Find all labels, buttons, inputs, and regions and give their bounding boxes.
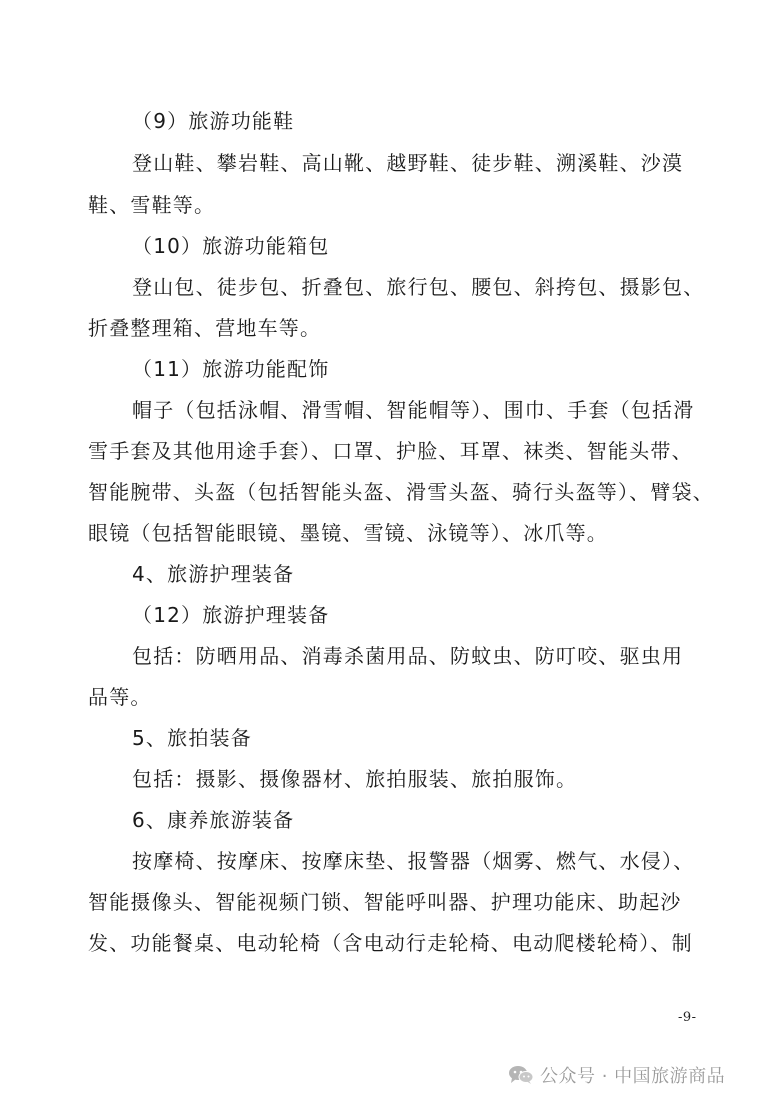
paragraph-line: 智能摄像头、智能视频门锁、智能呼叫器、护理功能床、助起沙 — [88, 890, 682, 914]
paragraph-line: 折叠整理箱、营地车等。 — [88, 316, 322, 340]
paragraph-line: 登山鞋、攀岩鞋、高山靴、越野鞋、徒步鞋、溯溪鞋、沙漠 — [132, 151, 684, 175]
paragraph-line: 眼镜（包括智能眼镜、墨镜、雪镜、泳镜等）、冰爪等。 — [88, 521, 608, 545]
paragraph-line: 鞋、雪鞋等。 — [88, 193, 216, 217]
page-number: -9- — [678, 1010, 697, 1025]
paragraph-line: 按摩椅、按摩床、按摩床垫、报警器（烟雾、燃气、水侵）、 — [132, 849, 695, 873]
paragraph-line: 雪手套及其他用途手套）、口罩、护脸、耳罩、袜类、智能头带、 — [88, 439, 693, 463]
heading-travel-care: （12）旅游护理装备 — [132, 603, 330, 627]
section-heading-photo: 5、旅拍装备 — [132, 726, 252, 750]
wechat-icon — [508, 1065, 534, 1085]
paragraph-line: 智能腕带、头盔（包括智能头盔、滑雪头盔、骑行头盔等）、臂袋、 — [88, 480, 714, 504]
section-heading-wellness: 6、康养旅游装备 — [132, 808, 295, 832]
paragraph-line: 包括：防晒用品、消毒杀菌用品、防蚊虫、防叮咬、驱虫用 — [132, 644, 684, 668]
heading-travel-shoes: （9）旅游功能鞋 — [132, 109, 295, 133]
paragraph-line: 品等。 — [88, 685, 152, 709]
heading-travel-accessories: （11）旅游功能配饰 — [132, 357, 330, 381]
wechat-watermark — [508, 1062, 725, 1088]
paragraph-line: 发、功能餐桌、电动轮椅（含电动行走轮椅、电动爬楼轮椅）、制 — [88, 931, 693, 955]
paragraph-line: 帽子（包括泳帽、滑雪帽、智能帽等）、围巾、手套（包括滑 — [132, 398, 695, 422]
heading-travel-bags: （10）旅游功能箱包 — [132, 234, 330, 258]
section-heading-care: 4、旅游护理装备 — [132, 562, 295, 586]
paragraph-line: 包括：摄影、摄像器材、旅拍服装、旅拍服饰。 — [132, 767, 578, 791]
watermark-text: 公众号 · 中国旅游商品 — [540, 1066, 726, 1087]
paragraph-line: 登山包、徒步包、折叠包、旅行包、腰包、斜挎包、摄影包、 — [132, 275, 705, 299]
